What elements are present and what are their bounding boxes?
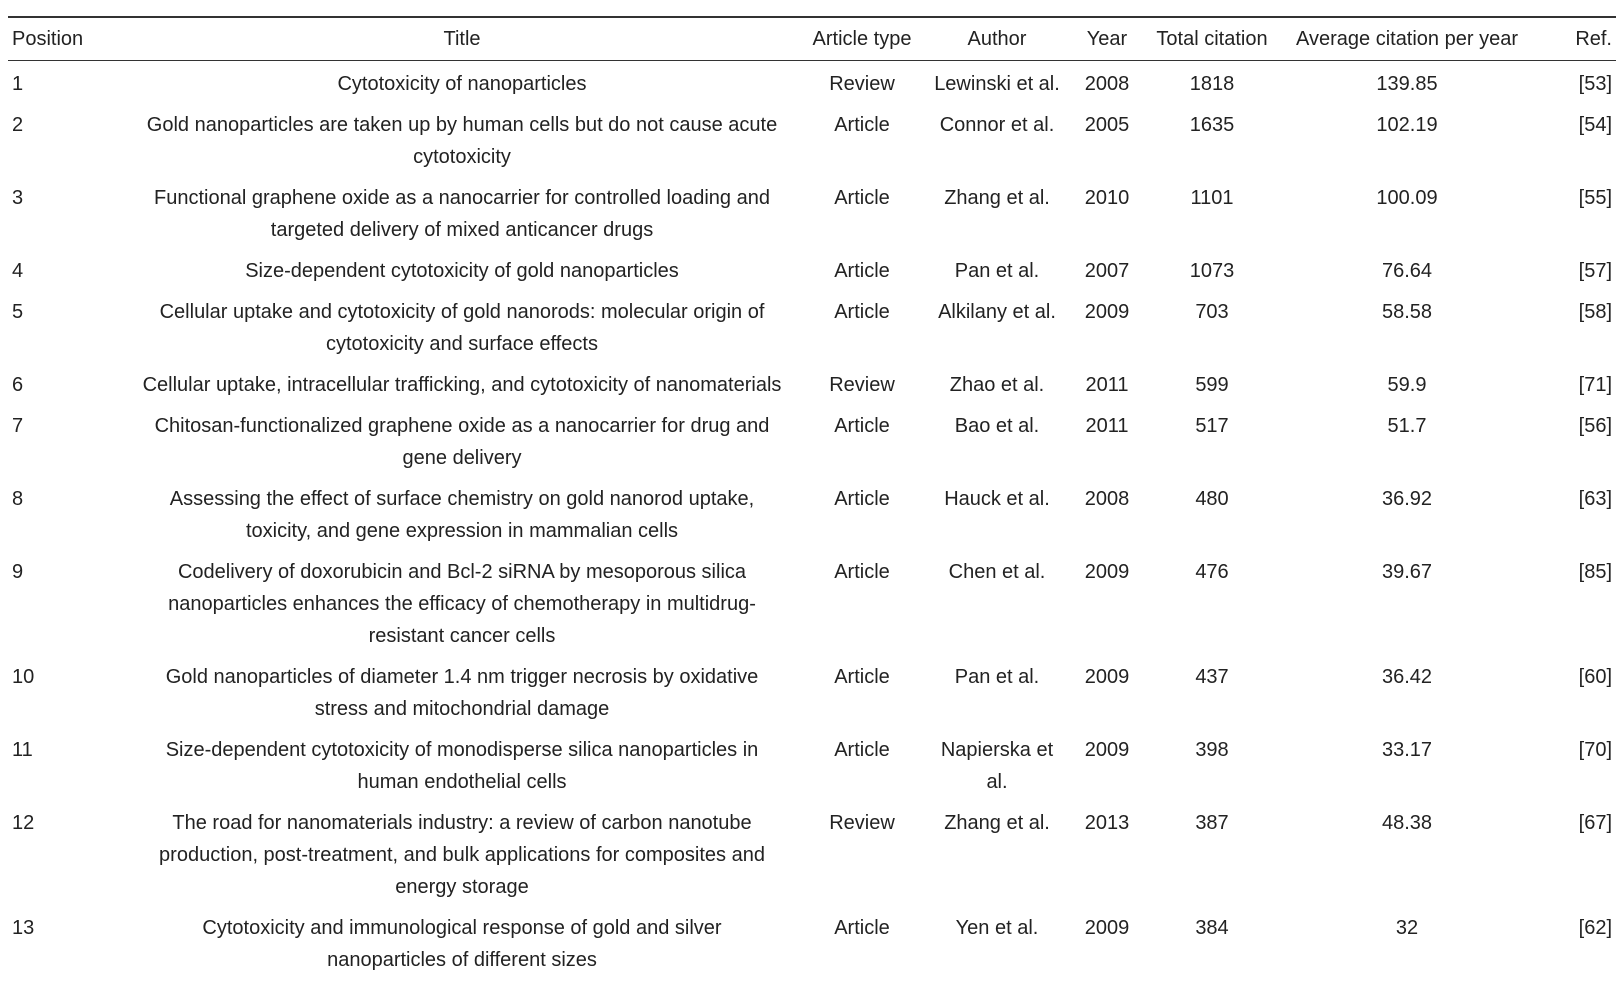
cell-average-citation: 33.17 [1381, 739, 1433, 761]
cell-ref: [58] [1578, 301, 1612, 323]
cell-total-citation: 1818 [1189, 73, 1235, 95]
cell-author: Yen et al. [955, 917, 1039, 939]
cell-title: Cellular uptake and cytotoxicity of gold nanorods: molecular origin of cytotoxicity and surface effects [159, 301, 765, 355]
cell-ref: [53] [1578, 73, 1612, 95]
cell-ref: [60] [1578, 666, 1612, 688]
cell-total-citation: 398 [1195, 739, 1229, 761]
cell-title: Size-dependent cytotoxicity of gold nanoparticles [245, 260, 679, 282]
cell-article-type: Article [834, 739, 890, 761]
cell-total-citation: 437 [1195, 666, 1229, 688]
cell-title: Assessing the effect of surface chemistry on gold nanorod uptake, toxicity, and gene expression in mammalian cells [169, 488, 755, 542]
cell-average-citation: 51.7 [1387, 415, 1427, 437]
cell-article-type: Article [834, 917, 890, 939]
header-position: Position [12, 28, 84, 50]
cell-average-citation: 36.92 [1381, 488, 1433, 510]
cell-title: Functional graphene oxide as a nanocarrier for controlled loading and targeted delivery of mixed anticancer drugs [154, 187, 770, 241]
cell-ref: [57] [1578, 260, 1612, 282]
cell-total-citation: 1635 [1189, 114, 1235, 136]
header-year: Year [1086, 28, 1128, 50]
cell-author: Connor et al. [939, 114, 1055, 136]
cell-author: Hauck et al. [944, 488, 1050, 510]
table-row [8, 175, 1616, 248]
cell-total-citation: 599 [1195, 374, 1229, 396]
cell-article-type: Review [829, 73, 895, 95]
table-header [8, 17, 1616, 61]
cell-average-citation: 32 [1395, 917, 1419, 939]
cell-title: Codelivery of doxorubicin and Bcl-2 siRNA by mesoporous silica nanoparticles enhances the efficacy of chemotherapy in multidrug-resistant cancer cells [168, 561, 756, 647]
cell-position: 1 [12, 73, 24, 95]
cell-author: Lewinski et al. [934, 73, 1060, 95]
cell-article-type: Article [834, 187, 890, 209]
cell-article-type: Article [834, 415, 890, 437]
citation-table [8, 16, 1616, 978]
header-author: Author [967, 28, 1027, 50]
cell-ref: [63] [1578, 488, 1612, 510]
cell-ref: [55] [1578, 187, 1612, 209]
cell-ref: [62] [1578, 917, 1612, 939]
cell-average-citation: 100.09 [1376, 187, 1438, 209]
cell-author: Napierska et al. [940, 739, 1054, 793]
cell-article-type: Article [834, 301, 890, 323]
cell-author: Zhang et al. [944, 187, 1050, 209]
cell-article-type: Article [834, 666, 890, 688]
cell-title: Cellular uptake, intracellular trafficking, and cytotoxicity of nanomaterials [142, 374, 782, 396]
cell-ref: [71] [1578, 374, 1612, 396]
cell-year: 2013 [1084, 812, 1130, 834]
cell-average-citation: 58.58 [1381, 301, 1433, 323]
cell-position: 11 [12, 739, 33, 761]
cell-year: 2008 [1084, 488, 1130, 510]
cell-average-citation: 36.42 [1381, 666, 1433, 688]
cell-author: Alkilany et al. [938, 301, 1056, 323]
cell-position: 2 [12, 114, 24, 136]
cell-year: 2011 [1085, 374, 1129, 396]
cell-year: 2009 [1084, 917, 1130, 939]
cell-title: Cytotoxicity and immunological response of gold and silver nanoparticles of different sizes [202, 917, 722, 971]
cell-average-citation: 139.85 [1376, 73, 1438, 95]
table-row [8, 654, 1616, 727]
cell-ref: [67] [1578, 812, 1612, 834]
cell-author: Bao et al. [954, 415, 1040, 437]
header-total-citation: Total citation [1156, 28, 1268, 50]
cell-position: 4 [12, 260, 24, 282]
cell-average-citation: 48.38 [1381, 812, 1433, 834]
header-row [8, 17, 1616, 61]
cell-article-type: Article [834, 114, 890, 136]
cell-year: 2009 [1084, 666, 1130, 688]
cell-author: Pan et al. [954, 260, 1040, 282]
cell-position: 8 [12, 488, 24, 510]
cell-author: Pan et al. [954, 666, 1040, 688]
cell-average-citation: 39.67 [1381, 561, 1433, 583]
cell-author: Zhang et al. [944, 812, 1050, 834]
cell-average-citation: 102.19 [1376, 114, 1438, 136]
cell-position: 13 [12, 917, 35, 939]
cell-year: 2010 [1084, 187, 1130, 209]
cell-total-citation: 480 [1195, 488, 1229, 510]
cell-ref: [56] [1578, 415, 1612, 437]
cell-total-citation: 1073 [1189, 260, 1235, 282]
cell-total-citation: 703 [1195, 301, 1229, 323]
cell-author: Zhao et al. [949, 374, 1045, 396]
cell-year: 2008 [1084, 73, 1130, 95]
cell-title: Gold nanoparticles of diameter 1.4 nm trigger necrosis by oxidative stress and mitochondrial damage [165, 666, 759, 720]
cell-year: 2009 [1084, 739, 1130, 761]
cell-ref: [85] [1578, 561, 1612, 583]
cell-position: 10 [12, 666, 35, 688]
table-row [8, 476, 1616, 549]
table-body [8, 61, 1616, 979]
table-row [8, 362, 1616, 403]
header-ref: Ref. [1575, 28, 1612, 50]
cell-total-citation: 476 [1195, 561, 1229, 583]
cell-position: 7 [12, 415, 24, 437]
cell-total-citation: 384 [1195, 917, 1229, 939]
cell-total-citation: 1101 [1190, 187, 1234, 209]
cell-year: 2005 [1084, 114, 1130, 136]
cell-year: 2009 [1084, 301, 1130, 323]
cell-position: 9 [12, 561, 24, 583]
cell-position: 12 [12, 812, 35, 834]
table-row [8, 61, 1616, 103]
cell-title: Cytotoxicity of nanoparticles [337, 73, 587, 95]
cell-title: Gold nanoparticles are taken up by human cells but do not cause acute cytotoxicity [146, 114, 778, 168]
table-row [8, 800, 1616, 905]
cell-article-type: Article [834, 561, 890, 583]
table-row [8, 727, 1616, 800]
cell-year: 2011 [1085, 415, 1129, 437]
cell-position: 6 [12, 374, 24, 396]
table-row [8, 248, 1616, 289]
cell-author: Chen et al. [948, 561, 1046, 583]
cell-total-citation: 387 [1195, 812, 1229, 834]
cell-article-type: Review [829, 812, 895, 834]
header-article-type: Article type [812, 28, 912, 50]
cell-position: 5 [12, 301, 24, 323]
cell-title: Size-dependent cytotoxicity of monodisperse silica nanoparticles in human endothelial cells [165, 739, 759, 793]
citation-table-container [8, 16, 1612, 978]
cell-article-type: Article [834, 260, 890, 282]
table-row [8, 549, 1616, 654]
cell-average-citation: 76.64 [1381, 260, 1433, 282]
cell-year: 2007 [1084, 260, 1130, 282]
cell-title: The road for nanomaterials industry: a review of carbon nanotube production, post-treatment, and bulk applications for composites and energy storage [159, 812, 765, 898]
cell-title: Chitosan-functionalized graphene oxide as a nanocarrier for drug and gene delivery [154, 415, 770, 469]
cell-total-citation: 517 [1195, 415, 1229, 437]
cell-article-type: Review [829, 374, 895, 396]
cell-article-type: Article [834, 488, 890, 510]
header-average-citation: Average citation per year [1296, 28, 1518, 50]
cell-position: 3 [12, 187, 24, 209]
header-title: Title [443, 28, 481, 50]
cell-average-citation: 59.9 [1387, 374, 1427, 396]
table-row [8, 289, 1616, 362]
table-row [8, 905, 1616, 978]
cell-year: 2009 [1084, 561, 1130, 583]
cell-ref: [54] [1578, 114, 1612, 136]
cell-ref: [70] [1578, 739, 1612, 761]
table-row [8, 102, 1616, 175]
table-row [8, 403, 1616, 476]
